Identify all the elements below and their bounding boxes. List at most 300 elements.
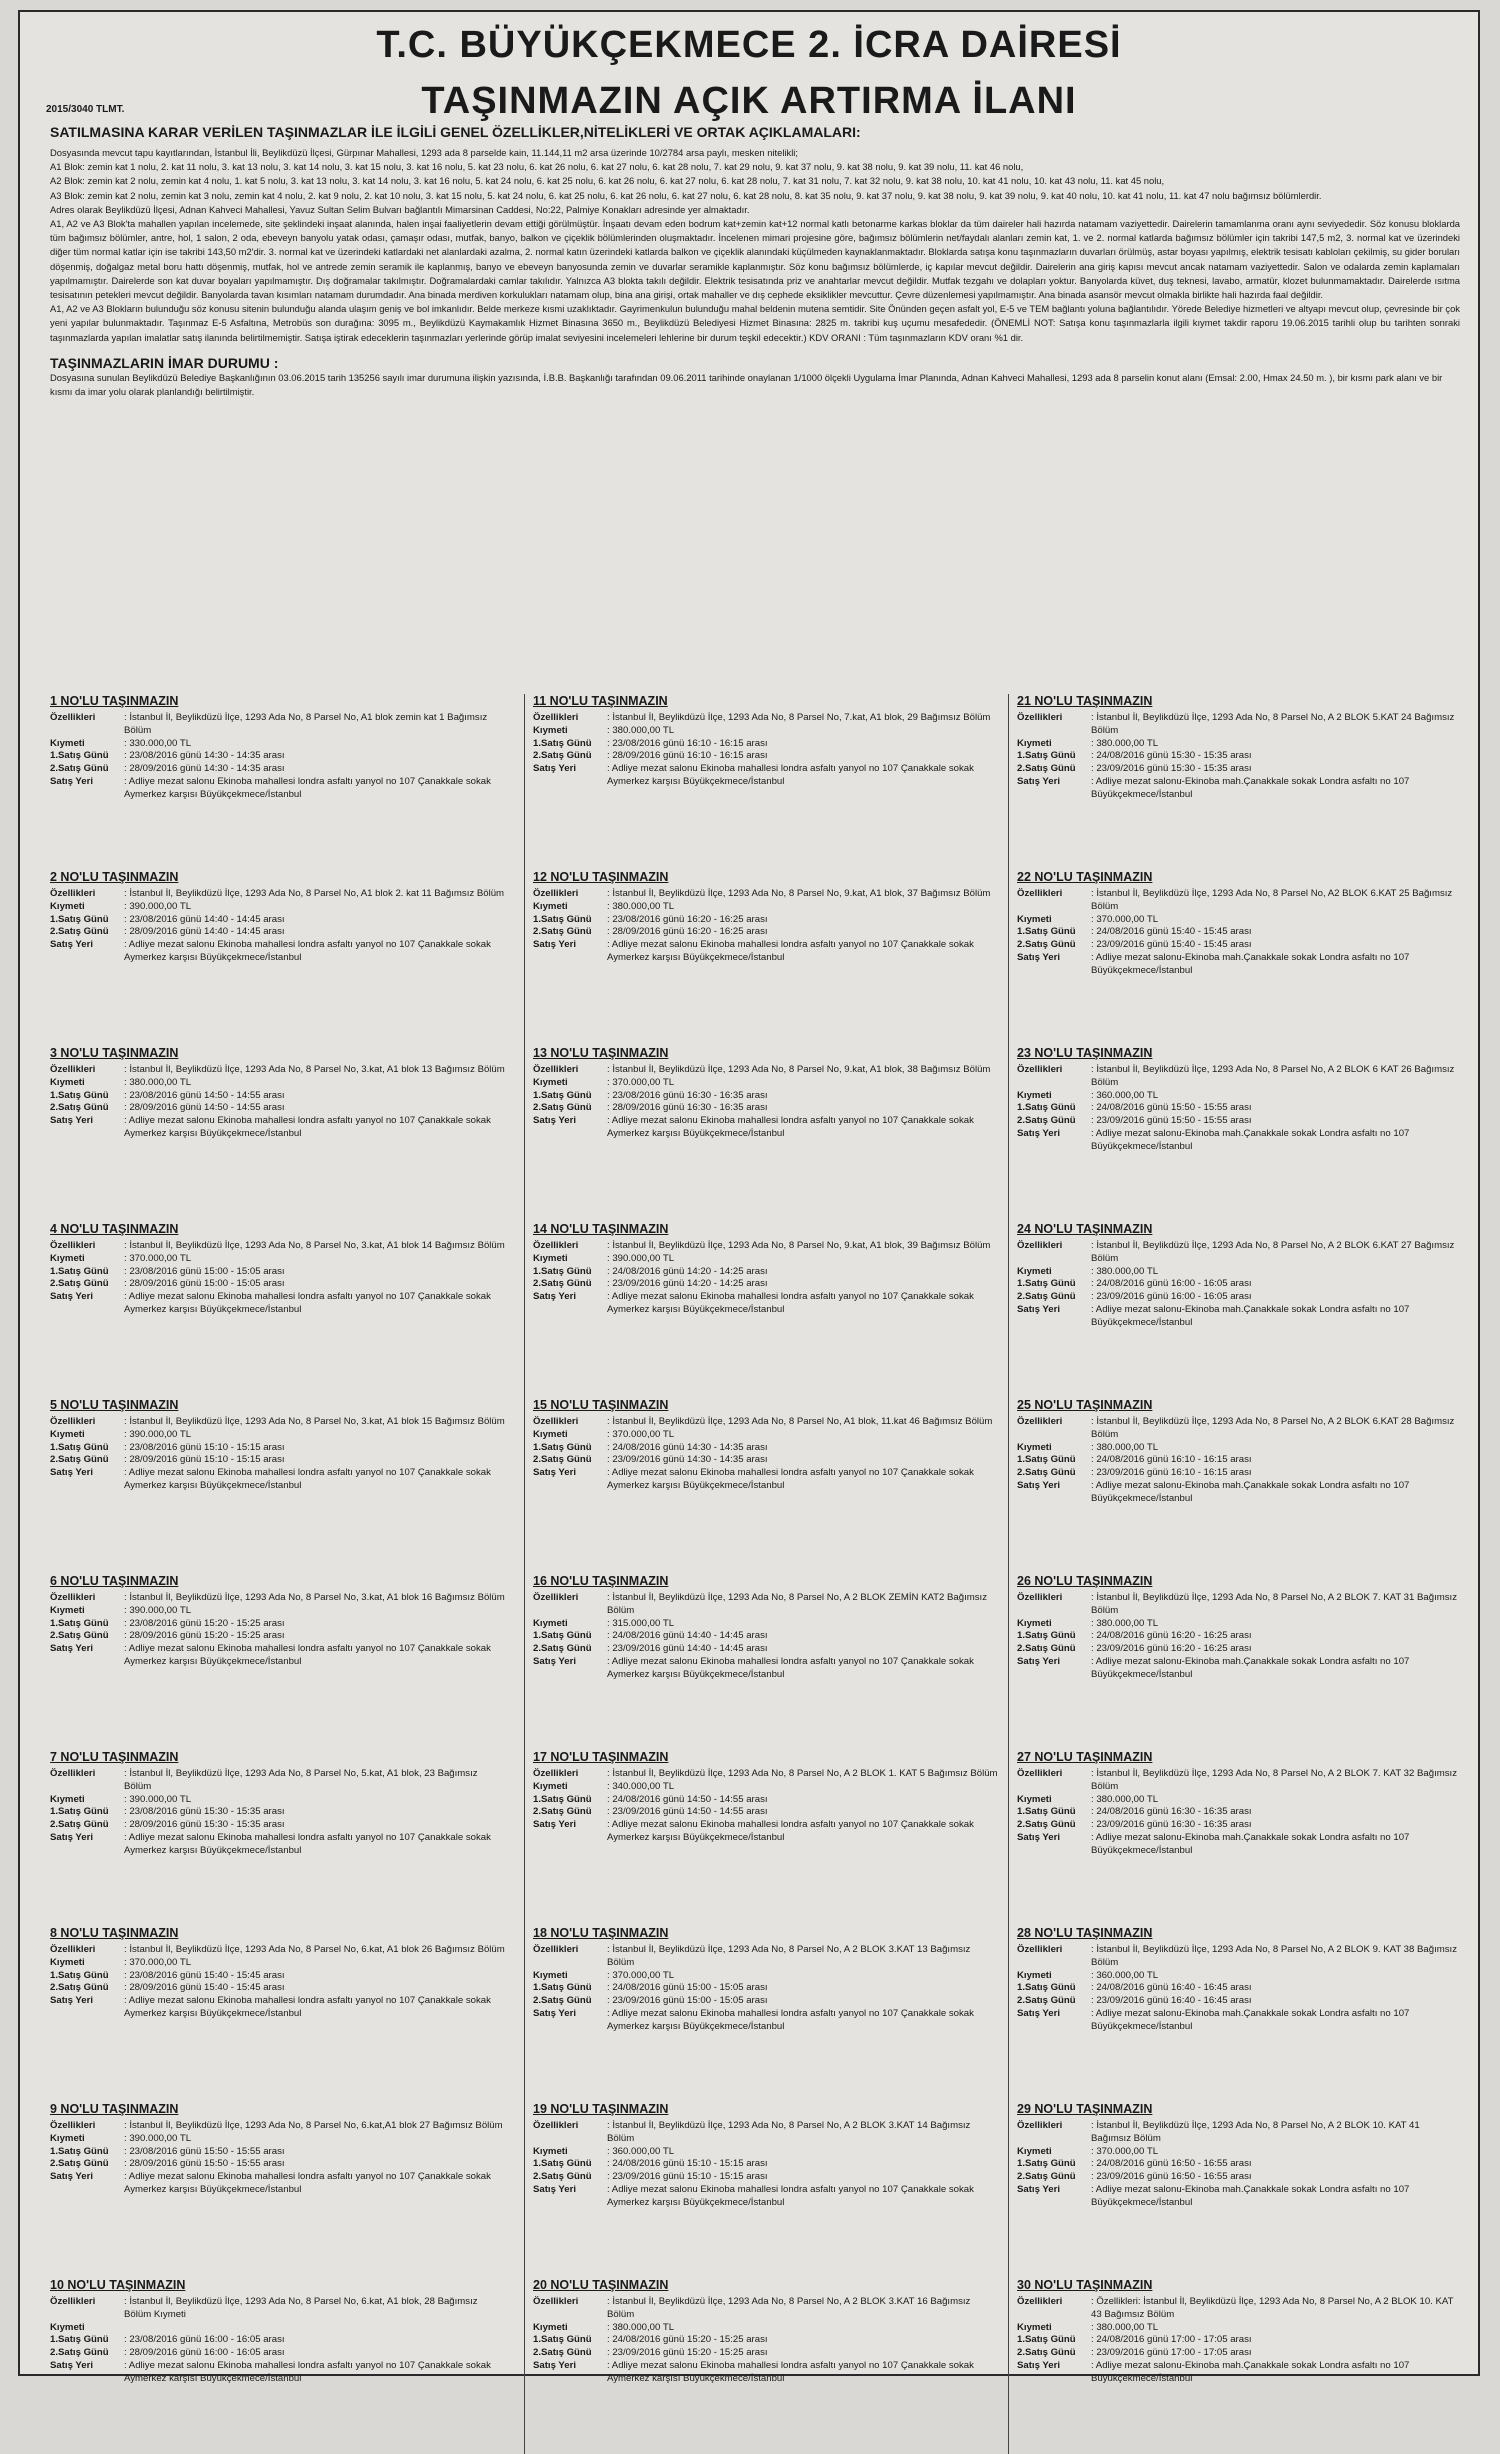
row-kiymet xyxy=(50,1253,505,1266)
label-kiymeti: Kıymeti xyxy=(1017,1265,1052,1277)
value-satis-yeri: : Adliye mezat salonu Ekinoba mahallesi londra asfaltı yanyol no 107 Çanakkale sokak Aymerkez karşısı Büyükçekmece/İstanbul xyxy=(124,2359,491,2384)
value-satis-yeri: : Adliye mezat salonu Ekinoba mahallesi londra asfaltı yanyol no 107 Çanakkale sokak Aymerkez karşısı Büyükçekmece/İstanbul xyxy=(607,939,974,963)
label-ozellikler: Özellikleri xyxy=(533,1944,579,1955)
value-ozellik: : İstanbul İl, Beylikdüzü İlçe, 1293 Ada No, 8 Parsel No, A1 blok, 11.kat 46 Bağımsız Bölüm xyxy=(607,1416,993,1427)
row-satis1 xyxy=(1017,2334,1460,2347)
row-satis1 xyxy=(533,1794,999,1807)
label-satis-yeri: Satış Yeri xyxy=(533,763,577,775)
label-kiymeti: Kıymeti xyxy=(50,2132,85,2144)
row-kiymet xyxy=(533,1077,999,1090)
label-satis1: 1.Satış Günü xyxy=(50,1089,109,1101)
general-paragraph: A1, A2 ve A3 Blokların bulunduğu söz konusu sitenin bulunduğu alanda ulaşım geniş ve bol imkanlıdır. Belde merkeze kısmi uzaklıktadır. Gayrimenkulun bulunduğu mahal beldenin mutena semtidir. Site Önünden geçen asfalt yol, E-5 ve TEM bağlantı yoluna bağlantılıdır. Yörede Belediye hizmetleri ve altyapı mevcut olup, çevresinde bir çok yeni yapılar bulunmaktadır. Taşınmaz E-5 Asfaltına, Metrobüs son durağına: 3095 m., Beylikdüzü Kaymakamlık Hizmet Binasına 3650 m., Beylikdüzü Belediyesi Hizmet Binasına: 2825 m. takribi kuş uçumu mesafededir. (ÖNEMLİ NOT: Satışa konu taşınmazlarla ilgili kıymet takdir raporu 19.06.2015 tarihli olup bu tarihten sonraki taşınmazlarda yapılan imalatlar satış ilanında belirtilmemiştir. Satışa iştirak edeceklerin taşınmazları yerlerinde görüp imalat seviyesini incelemeleri lehlerine bir durum teşkil edecektir.) KDV ORANI : Tüm taşınmazların KDV oranı %1 dir. xyxy=(50,303,1460,343)
row-ozellik xyxy=(1017,2296,1460,2322)
row-satis-yeri xyxy=(533,1291,999,1317)
label-satis1: 1.Satış Günü xyxy=(1017,926,1076,938)
general-paragraph: Adres olarak Beylikdüzü İlçesi, Adnan Kahveci Mahallesi, Yavuz Sultan Selim Bulvarı bağlantılı Mimarsinan Caddesi, No:22, Palmiye Konakları adresinde yer almaktadır. xyxy=(50,203,750,215)
property-block xyxy=(533,694,999,870)
value-satis-yeri: : Adliye mezat salonu Ekinoba mahallesi londra asfaltı yanyol no 107 Çanakkale sokak Aymerkez karşısı Büyükçekmece/İstanbul xyxy=(124,1831,491,1856)
label-satis-yeri: Satış Yeri xyxy=(533,939,577,951)
general-paragraph: A1, A2 ve A3 Blok'ta mahallen yapılan incelemede, site şeklindeki inşaat alanında, halen inşai faaliyetlerin devam ettiği görülmüştür. İnşaatı devam eden bodrum kat+zemin kat+12 normal katlı betonarme karkas bloklar da tüm daireler hali hazırda natamam vaziyettedir. Dairelerin tamamlanma oranı aynı seviyededir. Söz konusu bloklarda tüm bağımsız bölümler, antre, hol, 1 salon, 2 oda, ebeveyn banyolu yatak odası, çamaşır odası, mutfak, banyo, balkon ve çiçeklik bölümlerinden oluşmaktadır. İncelenen mimari projesine göre, bağımsız bölümlerin net/faydalı alanları zemin kat, 1. ve 2. normal katlarda bağımsız bölümler için takribi 147,5 m2, 3. normal kat ve üzerindeki diğer tüm normal katlar için ise takribi 143,50 m2'dir. 3. normal kat ve üzerindeki katlardaki net alanlardaki azalma, 2. normal katın üzerindeki katlarda balkon ve çiçeklik alanındaki küçülmeden kaynaklanmaktadır. Bloklarda satışa konu taşınmazların duvarları örülmüş, astar boyası yapılmış, elektrik tesisatı kabloları çekilmiş, su gider boruları döşenmiş, doğalgaz metal boru hattı döşenmiş, mutfak, hol ve antrede zemin seramik ile kaplanmış, banyo ve ebeveyn banyosunda zemin ve duvarlar seramikle kaplanmıştır. Söz konu bağımsız bölümlerde, iç kapılar mevcut değildir. Dairelerin ana giriş kapısı mevcut ancak natamam vaziyettedir. Salon ve odalarda zemin kaplamaları yapılmamıştır. Dairelerde son kat duvar boyaları yapılmamıştır. Dış doğramalar takılmıştır. Doğramalardaki camlar takılıdır. Yalnızca A3 blokta takılı değildir. Elektrik tesisatında priz ve anahtarlar mevcut değildir. Mutfak tezgahı ve dolapları yoktur. Banyolarda küvet, duş teknesi, lavabo, armatür, klozet bulunmamaktadır. Dairelerde ısıtma tesisatının petekleri mevcut değildir. Banyolarda tavan kısımları natamam durumdadır. Ana binada merdiven korkulukları natamam olup, bina ana girişi, ortak mahaller ve dış cephede eksiklikler mevcuttur. Çevre düzenlemesi yapılmamıştır. Ana binada asansör mevcut olmakla birlikte hali hazırda faal değildir. xyxy=(50,218,1460,301)
row-ozellik xyxy=(50,1416,505,1429)
row-satis-yeri xyxy=(533,2008,999,2034)
row-kiymet xyxy=(533,2146,999,2159)
label-ozellikler: Özellikleri xyxy=(533,712,579,723)
label-satis2: 2.Satış Günü xyxy=(533,750,592,762)
label-satis-yeri: Satış Yeri xyxy=(50,2171,94,2183)
row-satis2 xyxy=(533,1102,999,1115)
label-satis2: 2.Satış Günü xyxy=(533,2171,592,2183)
label-satis2: 2.Satış Günü xyxy=(50,1454,109,1466)
imar-heading-text: TAŞINMAZLARIN İMAR DURUMU : xyxy=(50,354,279,371)
row-ozellik xyxy=(533,1240,999,1253)
row-satis2 xyxy=(533,1454,999,1467)
property-block xyxy=(50,2278,505,2454)
value-ozellik: : İstanbul İl, Beylikdüzü İlçe, 1293 Ada No, 8 Parsel No, 3.kat, A1 blok 16 Bağımsız Bölüm xyxy=(124,1592,505,1603)
property-title: 23 NO'LU TAŞINMAZIN xyxy=(1017,1046,1153,1060)
property-block xyxy=(533,2102,999,2278)
label-satis-yeri: Satış Yeri xyxy=(50,775,94,787)
row-satis1 xyxy=(1017,1982,1460,1995)
value-satis1: : 23/08/2016 günü 15:30 - 15:35 arası xyxy=(124,1806,285,1818)
value-satis2: : 28/09/2016 günü 16:30 - 16:35 arası xyxy=(607,1102,768,1114)
value-kiymet: : 370.000,00 TL xyxy=(124,1252,192,1264)
value-kiymet: : 360.000,00 TL xyxy=(1091,1089,1159,1101)
label-satis1: 1.Satış Günü xyxy=(1017,1630,1076,1642)
row-satis2 xyxy=(50,1102,505,1115)
row-satis-yeri xyxy=(50,1115,505,1141)
label-satis1: 1.Satış Günü xyxy=(1017,1806,1076,1818)
row-satis2 xyxy=(1017,1819,1460,1832)
value-ozellik: : İstanbul İl, Beylikdüzü İlçe, 1293 Ada No, 8 Parsel No, A1 blok 2. kat 11 Bağımsız Bölüm xyxy=(124,888,505,899)
label-kiymeti: Kıymeti xyxy=(50,1604,85,1616)
label-satis1: 1.Satış Günü xyxy=(533,1982,592,1994)
row-kiymet xyxy=(533,1970,999,1983)
label-satis-yeri: Satış Yeri xyxy=(1017,2183,1061,2195)
row-satis1 xyxy=(533,738,999,751)
row-satis-yeri xyxy=(533,1467,999,1493)
label-satis1: 1.Satış Günü xyxy=(50,1265,109,1277)
value-ozellik: : İstanbul İl, Beylikdüzü İlçe, 1293 Ada No, 8 Parsel No, 6.kat, A1 blok, 28 Bağımsız Bölüm Kıymeti xyxy=(124,2296,478,2320)
row-ozellik xyxy=(50,2120,505,2133)
property-title: 15 NO'LU TAŞINMAZIN xyxy=(533,1398,669,1412)
row-satis-yeri xyxy=(1017,1304,1460,1330)
row-satis-yeri xyxy=(533,1819,999,1845)
property-block xyxy=(1017,870,1460,1046)
row-satis1 xyxy=(533,1630,999,1643)
value-satis2: : 28/09/2016 günü 15:50 - 15:55 arası xyxy=(124,2158,285,2170)
property-block xyxy=(50,870,505,1046)
value-satis-yeri: : Adliye mezat salonu Ekinoba mahallesi londra asfaltı yanyol no 107 Çanakkale sokak Aymerkez karşısı Büyükçekmece/İstanbul xyxy=(124,1995,491,2019)
row-satis-yeri xyxy=(533,2360,999,2386)
label-ozellikler: Özellikleri xyxy=(50,1592,96,1603)
row-kiymet xyxy=(1017,2322,1460,2335)
value-satis2: : 28/09/2016 günü 15:00 - 15:05 arası xyxy=(124,1278,285,1290)
label-satis1: 1.Satış Günü xyxy=(533,1089,592,1101)
value-satis-yeri: : Adliye mezat salonu Ekinoba mahallesi londra asfaltı yanyol no 107 Çanakkale sokak Aymerkez karşısı Büyükçekmece/İstanbul xyxy=(607,1291,974,1315)
row-satis2 xyxy=(1017,763,1460,776)
label-satis2: 2.Satış Günü xyxy=(1017,939,1076,951)
value-satis1: : 24/08/2016 günü 16:50 - 16:55 arası xyxy=(1091,2158,1252,2170)
row-satis1 xyxy=(533,2334,999,2347)
row-satis1 xyxy=(533,1090,999,1103)
label-satis2: 2.Satış Günü xyxy=(533,1278,592,1290)
label-ozellikler: Özellikleri xyxy=(50,1240,96,1251)
value-satis2: : 23/09/2016 günü 16:20 - 16:25 arası xyxy=(1091,1643,1252,1655)
row-satis2 xyxy=(533,1806,999,1819)
property-block xyxy=(1017,1926,1460,2102)
label-ozellikler: Özellikleri xyxy=(50,888,96,899)
label-ozellikler: Özellikleri xyxy=(533,2120,579,2131)
value-ozellik: : İstanbul İl, Beylikdüzü İlçe, 1293 Ada No, 8 Parsel No, 3.kat, A1 blok 14 Bağımsız Bölüm xyxy=(124,1240,505,1251)
value-satis1: : 24/08/2016 günü 15:10 - 15:15 arası xyxy=(607,2158,768,2170)
value-kiymet: : 390.000,00 TL xyxy=(607,1252,675,1264)
row-satis2 xyxy=(50,2347,505,2360)
property-title: 19 NO'LU TAŞINMAZIN xyxy=(533,2102,669,2116)
value-ozellik: : İstanbul İl, Beylikdüzü İlçe, 1293 Ada No, 8 Parsel No, A 2 BLOK 1. KAT 5 Bağımsız Bölüm xyxy=(607,1768,998,1779)
value-satis2: : 23/09/2016 günü 16:30 - 16:35 arası xyxy=(1091,1819,1252,1831)
row-ozellik xyxy=(533,1416,999,1429)
property-title: 25 NO'LU TAŞINMAZIN xyxy=(1017,1398,1153,1412)
row-satis2 xyxy=(50,1982,505,1995)
value-satis1: : 24/08/2016 günü 14:40 - 14:45 arası xyxy=(607,1630,768,1642)
row-kiymet xyxy=(1017,1442,1460,1455)
label-satis2: 2.Satış Günü xyxy=(50,2158,109,2170)
property-column-3 xyxy=(1008,694,1460,2454)
row-ozellik xyxy=(50,2296,505,2322)
value-satis2: : 23/09/2016 günü 14:40 - 14:45 arası xyxy=(607,1643,768,1655)
value-satis-yeri: : Adliye mezat salonu Ekinoba mahallesi londra asfaltı yanyol no 107 Çanakkale sokak Aymerkez karşısı Büyükçekmece/İstanbul xyxy=(607,2007,974,2032)
value-satis1: : 24/08/2016 günü 14:30 - 14:35 arası xyxy=(607,1441,768,1453)
value-satis1: : 24/08/2016 günü 16:10 - 16:15 arası xyxy=(1091,1454,1252,1466)
row-satis1 xyxy=(50,1090,505,1103)
label-kiymeti: Kıymeti xyxy=(1017,1617,1052,1629)
label-satis2: 2.Satış Günü xyxy=(533,2347,592,2359)
row-satis1 xyxy=(533,1266,999,1279)
row-ozellik xyxy=(533,2120,999,2146)
row-satis1 xyxy=(50,1970,505,1983)
property-block xyxy=(50,1398,505,1574)
value-satis-yeri: : Adliye mezat salonu Ekinoba mahallesi londra asfaltı yanyol no 107 Çanakkale sokak Aymerkez karşısı Büyükçekmece/İstanbul xyxy=(124,1291,491,1315)
label-satis2: 2.Satış Günü xyxy=(50,1102,109,1114)
row-satis1 xyxy=(50,914,505,927)
value-satis2: : 23/09/2016 günü 16:50 - 16:55 arası xyxy=(1091,2171,1252,2183)
row-satis2 xyxy=(533,1278,999,1291)
label-kiymeti: Kıymeti xyxy=(533,1252,568,1264)
row-satis1 xyxy=(533,2158,999,2171)
property-title: 21 NO'LU TAŞINMAZIN xyxy=(1017,694,1153,708)
row-kiymet xyxy=(533,1253,999,1266)
value-satis2: : 23/09/2016 günü 16:10 - 16:15 arası xyxy=(1091,1467,1252,1479)
row-satis2 xyxy=(1017,1467,1460,1480)
property-block xyxy=(533,870,999,1046)
row-satis-yeri xyxy=(533,1115,999,1141)
value-satis2: : 23/09/2016 günü 17:00 - 17:05 arası xyxy=(1091,2347,1252,2359)
value-kiymet: : 370.000,00 TL xyxy=(607,1428,675,1440)
value-ozellik: : İstanbul İl, Beylikdüzü İlçe, 1293 Ada No, 8 Parsel No, A 2 BLOK 3.KAT 13 Bağımsız Bölüm xyxy=(607,1944,971,1968)
row-satis-yeri xyxy=(533,763,999,789)
value-kiymet: : 390.000,00 TL xyxy=(124,900,192,912)
label-kiymeti: Kıymeti xyxy=(533,2321,568,2333)
property-block xyxy=(1017,1574,1460,1750)
label-ozellikler: Özellikleri xyxy=(50,1064,96,1075)
label-satis-yeri: Satış Yeri xyxy=(533,1655,577,1667)
row-satis2 xyxy=(50,926,505,939)
value-satis1: : 24/08/2016 günü 14:50 - 14:55 arası xyxy=(607,1793,768,1805)
row-kiymet xyxy=(1017,1618,1460,1631)
value-kiymet: : 380.000,00 TL xyxy=(1091,1793,1159,1805)
page-title-line1: T.C. BÜYÜKÇEKMECE 2. İCRA DAİRESİ xyxy=(376,24,1122,66)
label-satis2: 2.Satış Günü xyxy=(50,2347,109,2359)
label-kiymeti: Kıymeti xyxy=(1017,1089,1052,1101)
value-satis-yeri: : Adliye mezat salonu Ekinoba mahallesi londra asfaltı yanyol no 107 Çanakkale sokak Aymerkez karşısı Büyükçekmece/İstanbul xyxy=(607,1819,974,1843)
property-title: 4 NO'LU TAŞINMAZIN xyxy=(50,1222,179,1236)
label-satis2: 2.Satış Günü xyxy=(1017,763,1076,775)
label-kiymeti: Kıymeti xyxy=(50,1076,85,1088)
label-satis-yeri: Satış Yeri xyxy=(533,2183,577,2195)
value-satis2: : 23/09/2016 günü 16:00 - 16:05 arası xyxy=(1091,1291,1252,1303)
value-ozellik: : İstanbul İl, Beylikdüzü İlçe, 1293 Ada No, 8 Parsel No, A 2 BLOK 10. KAT 41 Bağımsız Bölüm xyxy=(1091,2120,1420,2144)
row-satis2 xyxy=(533,750,999,763)
row-satis2 xyxy=(533,2347,999,2360)
label-kiymeti: Kıymeti xyxy=(533,1428,568,1440)
row-kiymet xyxy=(1017,914,1460,927)
row-ozellik xyxy=(50,712,505,738)
value-satis2: : 28/09/2016 günü 15:40 - 15:45 arası xyxy=(124,1982,285,1994)
property-title: 16 NO'LU TAŞINMAZIN xyxy=(533,1574,669,1588)
property-title: 12 NO'LU TAŞINMAZIN xyxy=(533,870,669,884)
row-satis-yeri xyxy=(50,1995,505,2021)
label-ozellikler: Özellikleri xyxy=(1017,1768,1063,1779)
property-block xyxy=(533,1398,999,1574)
property-title: 11 NO'LU TAŞINMAZIN xyxy=(533,694,668,708)
row-satis1 xyxy=(533,914,999,927)
property-block xyxy=(1017,1398,1460,1574)
row-ozellik xyxy=(50,888,505,901)
label-satis2: 2.Satış Günü xyxy=(533,926,592,938)
row-ozellik xyxy=(50,1064,505,1077)
label-satis1: 1.Satış Günü xyxy=(50,2334,109,2346)
value-ozellik: : İstanbul İl, Beylikdüzü İlçe, 1293 Ada No, 8 Parsel No, 9.kat, A1 blok, 37 Bağımsız Bölüm xyxy=(607,888,991,899)
value-satis-yeri: : Adliye mezat salonu Ekinoba mahallesi londra asfaltı yanyol no 107 Çanakkale sokak Aymerkez karşısı Büyükçekmece/İstanbul xyxy=(124,1115,491,1139)
label-ozellikler: Özellikleri xyxy=(533,1064,579,1075)
row-ozellik xyxy=(533,1768,999,1781)
property-block xyxy=(533,1046,999,1222)
row-satis2 xyxy=(1017,1115,1460,1128)
value-satis-yeri: : Adliye mezat salonu Ekinoba mahallesi londra asfaltı yanyol no 107 Çanakkale sokak Aymerkez karşısı Büyükçekmece/İstanbul xyxy=(124,2171,491,2195)
row-ozellik xyxy=(50,1592,505,1605)
row-kiymet xyxy=(50,1429,505,1442)
property-block xyxy=(50,2102,505,2278)
value-satis2: : 23/09/2016 günü 15:10 - 15:15 arası xyxy=(607,2171,768,2183)
value-satis2: : 23/09/2016 günü 15:40 - 15:45 arası xyxy=(1091,939,1252,951)
value-kiymet: : 380.000,00 TL xyxy=(607,2321,675,2333)
row-kiymet xyxy=(1017,2146,1460,2159)
general-heading: SATILMASINA KARAR VERİLEN TAŞINMAZLAR İLE İLGİLİ GENEL ÖZELLİKLER,NİTELİKLERİ VE ORTAK AÇIKLAMALARI: xyxy=(50,124,861,140)
label-satis-yeri: Satış Yeri xyxy=(50,939,94,951)
property-block xyxy=(1017,2102,1460,2278)
value-kiymet: : 380.000,00 TL xyxy=(1091,1265,1159,1277)
label-satis-yeri: Satış Yeri xyxy=(50,1291,94,1303)
label-satis1: 1.Satış Günü xyxy=(50,913,109,925)
row-satis-yeri xyxy=(50,776,505,802)
row-satis1 xyxy=(533,1982,999,1995)
row-satis-yeri xyxy=(1017,1128,1460,1154)
label-ozellikler: Özellikleri xyxy=(1017,1592,1063,1603)
value-satis-yeri: : Adliye mezat salonu Ekinoba mahallesi londra asfaltı yanyol no 107 Çanakkale sokak Aymerkez karşısı Büyükçekmece/İstanbul xyxy=(607,2359,974,2384)
row-satis1 xyxy=(1017,926,1460,939)
value-kiymet: : 390.000,00 TL xyxy=(124,1793,192,1805)
property-title: 29 NO'LU TAŞINMAZIN xyxy=(1017,2102,1153,2116)
label-satis-yeri: Satış Yeri xyxy=(533,1819,577,1831)
label-ozellikler: Özellikleri xyxy=(533,1768,579,1779)
row-ozellik xyxy=(533,888,999,901)
row-kiymet xyxy=(1017,1090,1460,1103)
label-satis1: 1.Satış Günü xyxy=(533,2334,592,2346)
row-satis2 xyxy=(50,1278,505,1291)
row-kiymet xyxy=(50,738,505,751)
value-satis1: : 23/08/2016 günü 15:00 - 15:05 arası xyxy=(124,1265,285,1277)
label-satis-yeri: Satış Yeri xyxy=(533,1115,577,1127)
value-kiymet: : 370.000,00 TL xyxy=(607,1969,675,1981)
row-satis1 xyxy=(50,1266,505,1279)
label-ozellikler: Özellikleri xyxy=(50,712,96,723)
property-block xyxy=(1017,1046,1460,1222)
property-title: 1 NO'LU TAŞINMAZIN xyxy=(50,694,179,708)
row-satis-yeri xyxy=(50,1643,505,1669)
label-ozellikler: Özellikleri xyxy=(533,888,579,899)
row-kiymet xyxy=(1017,1970,1460,1983)
property-block xyxy=(533,1926,999,2102)
value-ozellik: : İstanbul İl, Beylikdüzü İlçe, 1293 Ada No, 8 Parsel No, 9.kat, A1 blok, 39 Bağımsız Bölüm xyxy=(607,1240,991,1251)
value-ozellik: : İstanbul İl, Beylikdüzü İlçe, 1293 Ada No, 8 Parsel No, A 2 BLOK ZEMİN KAT2 Bağımsız Bölüm xyxy=(607,1592,988,1616)
row-satis1 xyxy=(50,750,505,763)
row-satis-yeri xyxy=(1017,952,1460,978)
value-satis1: : 24/08/2016 günü 16:20 - 16:25 arası xyxy=(1091,1630,1252,1642)
property-block xyxy=(533,1750,999,1926)
row-satis-yeri xyxy=(50,1832,505,1858)
row-kiymet xyxy=(50,1605,505,1618)
row-kiymet xyxy=(533,1429,999,1442)
label-kiymeti: Kıymeti xyxy=(1017,737,1052,749)
row-satis-yeri xyxy=(533,2184,999,2210)
row-satis-yeri xyxy=(50,2171,505,2197)
property-block xyxy=(50,1926,505,2102)
label-kiymeti: Kıymeti xyxy=(533,1617,568,1629)
label-ozellikler: Özellikleri xyxy=(533,1416,579,1427)
label-ozellikler: Özellikleri xyxy=(533,2296,579,2307)
label-kiymeti: Kıymeti xyxy=(1017,1441,1052,1453)
value-kiymet: : 380.000,00 TL xyxy=(1091,1617,1159,1629)
value-ozellik: : İstanbul İl, Beylikdüzü İlçe, 1293 Ada No, 8 Parsel No, 5.kat, A1 blok, 23 Bağımsız Bölüm xyxy=(124,1768,478,1792)
value-kiymet: : 360.000,00 TL xyxy=(607,2145,675,2157)
value-satis-yeri: : Adliye mezat salonu-Ekinoba mah.Çanakkale sokak Londra asfaltı no 107 Büyükçekmece/İstanbul xyxy=(1091,1655,1410,1680)
label-satis-yeri: Satış Yeri xyxy=(1017,1303,1061,1315)
label-satis-yeri: Satış Yeri xyxy=(50,1831,94,1843)
value-satis1: : 23/08/2016 günü 15:20 - 15:25 arası xyxy=(124,1617,285,1629)
label-satis2: 2.Satış Günü xyxy=(533,1102,592,1114)
row-satis-yeri xyxy=(1017,2184,1460,2210)
value-satis2: : 28/09/2016 günü 14:30 - 14:35 arası xyxy=(124,763,285,775)
value-satis2: : 28/09/2016 günü 16:20 - 16:25 arası xyxy=(607,926,768,938)
value-ozellik: : İstanbul İl, Beylikdüzü İlçe, 1293 Ada No, 8 Parsel No, A 2 BLOK 5.KAT 24 Bağımsız Bölüm xyxy=(1091,712,1455,736)
row-ozellik xyxy=(1017,2120,1460,2146)
label-satis-yeri: Satış Yeri xyxy=(1017,775,1061,787)
label-satis-yeri: Satış Yeri xyxy=(50,1643,94,1655)
label-ozellikler: Özellikleri xyxy=(1017,1944,1063,1955)
row-satis-yeri xyxy=(50,1467,505,1493)
property-title: 30 NO'LU TAŞINMAZIN xyxy=(1017,2278,1153,2292)
value-satis2: : 23/09/2016 günü 14:20 - 14:25 arası xyxy=(607,1278,768,1290)
label-kiymeti: Kıymeti xyxy=(1017,2145,1052,2157)
property-title: 3 NO'LU TAŞINMAZIN xyxy=(50,1046,179,1060)
property-block xyxy=(50,1750,505,1926)
label-satis2: 2.Satış Günü xyxy=(1017,1115,1076,1127)
label-satis-yeri: Satış Yeri xyxy=(1017,2359,1061,2371)
row-satis2 xyxy=(1017,2171,1460,2184)
row-satis2 xyxy=(533,1643,999,1656)
file-number: 2015/3040 TLMT. xyxy=(46,104,125,115)
value-satis1: : 23/08/2016 günü 16:30 - 16:35 arası xyxy=(607,1089,768,1101)
value-satis2: : 23/09/2016 günü 16:40 - 16:45 arası xyxy=(1091,1995,1252,2007)
row-ozellik xyxy=(533,712,999,725)
label-ozellikler: Özellikleri xyxy=(1017,712,1063,723)
label-satis2: 2.Satış Günü xyxy=(533,1995,592,2007)
value-satis-yeri: : Adliye mezat salonu Ekinoba mahallesi londra asfaltı yanyol no 107 Çanakkale sokak Aymerkez karşısı Büyükçekmece/İstanbul xyxy=(124,939,491,963)
label-satis2: 2.Satış Günü xyxy=(533,1806,592,1818)
label-satis-yeri: Satış Yeri xyxy=(533,1291,577,1303)
imar-heading xyxy=(50,355,1460,371)
row-satis2 xyxy=(50,763,505,776)
row-ozellik xyxy=(533,1944,999,1970)
value-satis2: : 23/09/2016 günü 14:30 - 14:35 arası xyxy=(607,1454,768,1466)
row-kiymet xyxy=(1017,738,1460,751)
row-ozellik xyxy=(50,1768,505,1794)
label-satis2: 2.Satış Günü xyxy=(1017,1819,1076,1831)
row-satis-yeri xyxy=(1017,1480,1460,1506)
value-satis2: : 23/09/2016 günü 14:50 - 14:55 arası xyxy=(607,1806,768,1818)
value-satis1: : 23/08/2016 günü 14:50 - 14:55 arası xyxy=(124,1089,285,1101)
label-kiymeti: Kıymeti xyxy=(50,2321,85,2333)
row-kiymet xyxy=(50,1077,505,1090)
row-satis1 xyxy=(533,1442,999,1455)
label-satis1: 1.Satış Günü xyxy=(533,1630,592,1642)
property-title: 18 NO'LU TAŞINMAZIN xyxy=(533,1926,669,1940)
property-block xyxy=(1017,1222,1460,1398)
row-satis2 xyxy=(50,1819,505,1832)
row-satis-yeri xyxy=(50,1291,505,1317)
value-kiymet: : 380.000,00 TL xyxy=(1091,2321,1159,2333)
value-ozellik: : İstanbul İl, Beylikdüzü İlçe, 1293 Ada No, 8 Parsel No, A 2 BLOK 7. KAT 32 Bağımsız Bölüm xyxy=(1091,1768,1458,1792)
label-satis2: 2.Satış Günü xyxy=(533,1454,592,1466)
value-satis2: : 28/09/2016 günü 15:30 - 15:35 arası xyxy=(124,1819,285,1831)
label-satis-yeri: Satış Yeri xyxy=(50,1115,94,1127)
value-satis2: : 23/09/2016 günü 15:00 - 15:05 arası xyxy=(607,1995,768,2007)
row-satis1 xyxy=(1017,2158,1460,2171)
label-ozellikler: Özellikleri xyxy=(533,1592,579,1603)
row-satis1 xyxy=(1017,1454,1460,1467)
row-satis-yeri xyxy=(1017,1656,1460,1682)
label-kiymeti: Kıymeti xyxy=(50,1252,85,1264)
property-title: 9 NO'LU TAŞINMAZIN xyxy=(50,2102,179,2116)
row-ozellik xyxy=(1017,1240,1460,1266)
row-ozellik xyxy=(1017,712,1460,738)
value-ozellik: : İstanbul İl, Beylikdüzü İlçe, 1293 Ada No, 8 Parsel No, 3.kat, A1 blok 13 Bağımsız Bölüm xyxy=(124,1064,505,1075)
general-paragraph: Dosyasında mevcut tapu kayıtlarından, İstanbul İli, Beylikdüzü İlçesi, Gürpınar Mahallesi, 1293 ada 8 parselde kain, 11.144,11 m2 arsa üzerinde 10/2784 arsa paylı, mesken nitelikli; xyxy=(50,147,798,158)
property-title: 27 NO'LU TAŞINMAZIN xyxy=(1017,1750,1153,1764)
label-satis1: 1.Satış Günü xyxy=(533,737,592,749)
row-ozellik xyxy=(1017,1064,1460,1090)
property-title: 24 NO'LU TAŞINMAZIN xyxy=(1017,1222,1153,1236)
